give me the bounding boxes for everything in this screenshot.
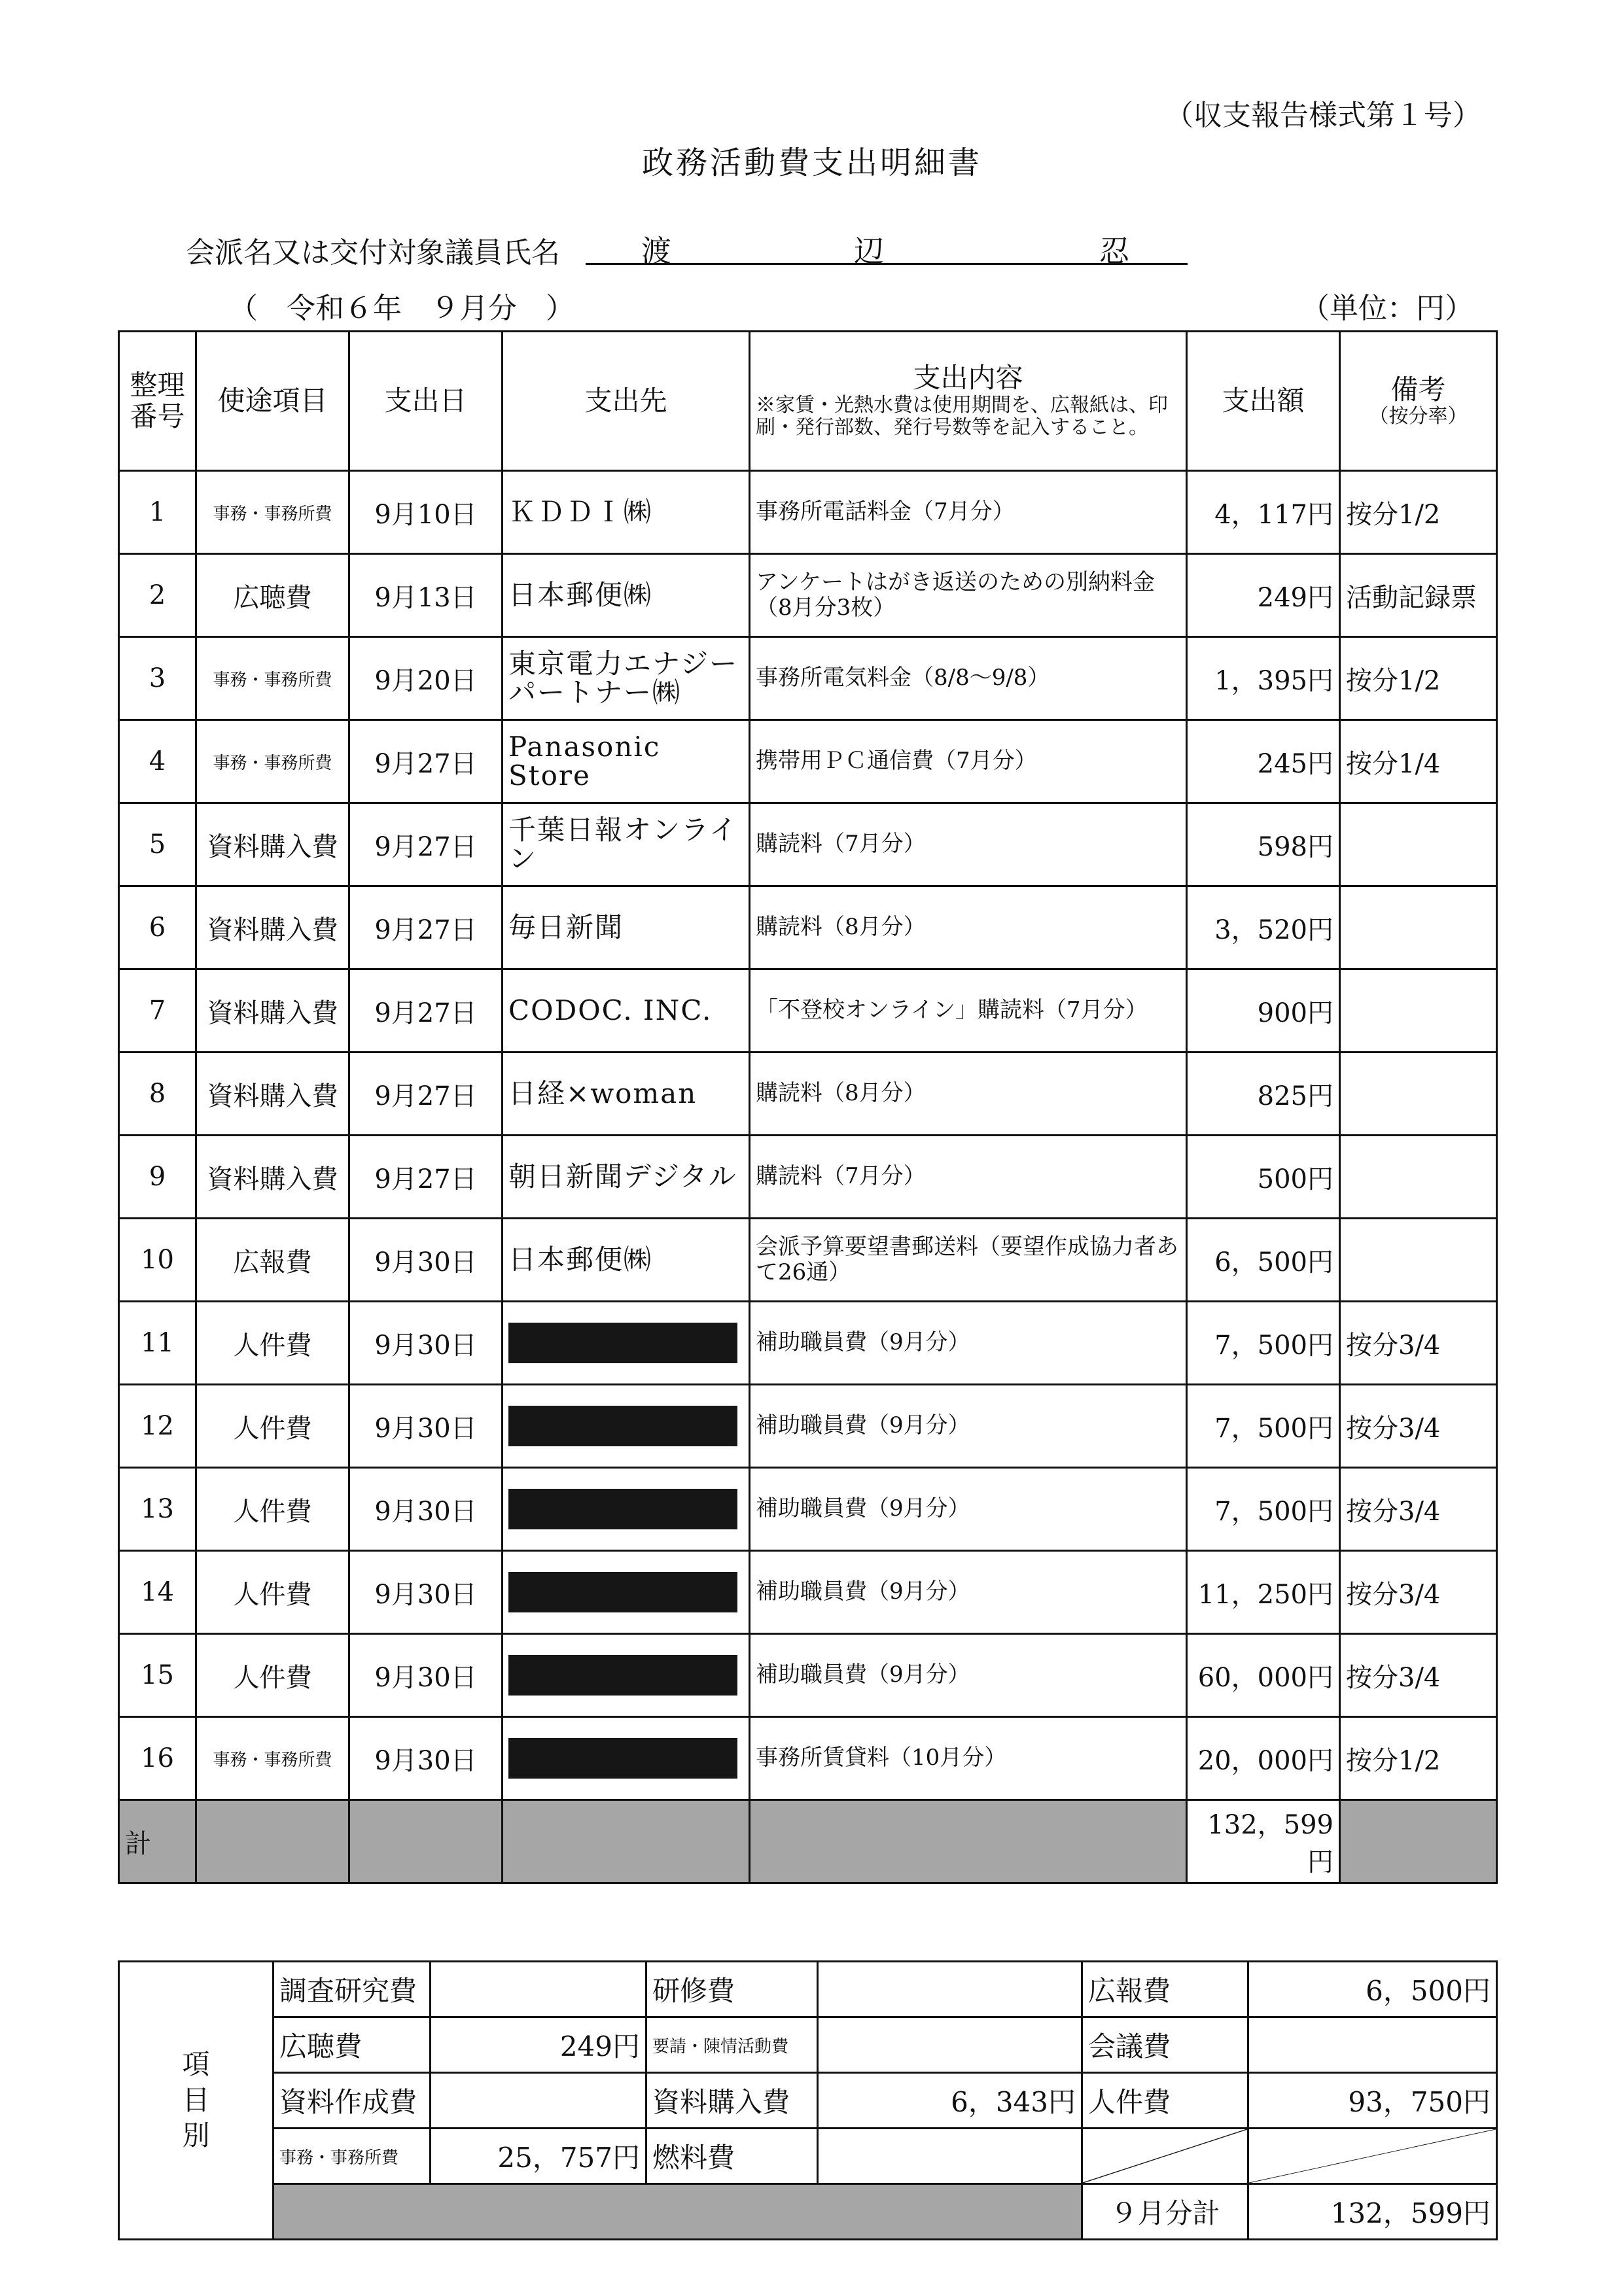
table-row: [119, 803, 1497, 886]
table-row: [119, 1136, 1497, 1219]
content: 購読料（8月分）: [750, 886, 1187, 969]
content: アンケートはがき返送のための別納料金（8月分3枚）: [750, 554, 1187, 637]
remarks: [1340, 803, 1497, 886]
date: 9月30日: [349, 1717, 503, 1800]
amount: 825円: [1187, 1052, 1340, 1136]
redaction-block: [508, 1738, 737, 1779]
content: 「不登校オンライン」購読料（7月分）: [750, 969, 1187, 1052]
amount: 598円: [1187, 803, 1340, 886]
summary-label: 研修費: [646, 1962, 818, 2017]
summary-row: [119, 2017, 1497, 2073]
summary-label: 会議費: [1082, 2017, 1248, 2073]
amount: 60，000円: [1187, 1634, 1340, 1717]
amount: 1，395円: [1187, 637, 1340, 720]
table-header: [119, 332, 1497, 471]
summary-total-row: [119, 2184, 1497, 2240]
table-row: [119, 720, 1497, 803]
vendor-redacted: [503, 1302, 750, 1385]
total-amount: 132，599円: [1187, 1800, 1340, 1883]
content: 購読料（8月分）: [750, 1052, 1187, 1136]
header-category: 使途項目: [196, 332, 349, 471]
header-amount: 支出額: [1187, 332, 1340, 471]
amount: 7，500円: [1187, 1385, 1340, 1468]
header-remarks: 備考 （按分率）: [1340, 332, 1497, 471]
content: 携帯用ＰＣ通信費（7月分）: [750, 720, 1187, 803]
remarks: [1340, 969, 1497, 1052]
summary-value: 6，500円: [1248, 1962, 1497, 2017]
remarks: 按分3/4: [1340, 1468, 1497, 1551]
remarks: 按分3/4: [1340, 1385, 1497, 1468]
amount: 6，500円: [1187, 1219, 1340, 1302]
row-no: 11: [119, 1302, 196, 1385]
row-no: 3: [119, 637, 196, 720]
header-date: 支出日: [349, 332, 503, 471]
remarks: [1340, 1052, 1497, 1136]
vendor: 東京電力エナジーパートナー㈱: [503, 637, 750, 720]
category: 人件費: [196, 1634, 349, 1717]
category: 資料購入費: [196, 803, 349, 886]
redaction-block: [508, 1572, 737, 1612]
category: 資料購入費: [196, 1136, 349, 1219]
category: 資料購入費: [196, 1052, 349, 1136]
date: 9月27日: [349, 803, 503, 886]
table-row: [119, 554, 1497, 637]
content: 購読料（7月分）: [750, 803, 1187, 886]
table-row: [119, 1302, 1497, 1385]
summary-value: [818, 2129, 1082, 2184]
expense-table: [118, 330, 1498, 1884]
remarks: 按分3/4: [1340, 1302, 1497, 1385]
date: 9月30日: [349, 1634, 503, 1717]
vendor: 千葉日報オンライン: [503, 803, 750, 886]
vendor-redacted: [503, 1634, 750, 1717]
summary-label: 広報費: [1082, 1962, 1248, 2017]
summary-value: 25，757円: [431, 2129, 646, 2184]
table-row: [119, 637, 1497, 720]
vendor: 朝日新聞デジタル: [503, 1136, 750, 1219]
category: 事務・事務所費: [196, 720, 349, 803]
table-row: [119, 1219, 1497, 1302]
category: 人件費: [196, 1551, 349, 1634]
date: 9月27日: [349, 886, 503, 969]
amount: 249円: [1187, 554, 1340, 637]
row-no: 15: [119, 1634, 196, 1717]
remarks: [1340, 1136, 1497, 1219]
unit-label: （単位：円）: [1301, 292, 1474, 325]
category: 人件費: [196, 1385, 349, 1468]
category: 事務・事務所費: [196, 637, 349, 720]
table-row: [119, 886, 1497, 969]
category: 資料購入費: [196, 969, 349, 1052]
summary-label: 広聴費: [274, 2017, 431, 2073]
summary-row: [119, 2073, 1497, 2129]
category: 広報費: [196, 1219, 349, 1302]
content: 補助職員費（9月分）: [750, 1634, 1187, 1717]
amount: 20，000円: [1187, 1717, 1340, 1800]
summary-label: 事務・事務所費: [274, 2129, 431, 2184]
row-no: 6: [119, 886, 196, 969]
member-name-part: 渡: [641, 234, 671, 269]
date: 9月27日: [349, 720, 503, 803]
vendor: Panasonic Store: [503, 720, 750, 803]
category: 事務・事務所費: [196, 1717, 349, 1800]
summary-label: 要請・陳情活動費: [646, 2017, 818, 2073]
date: 9月30日: [349, 1385, 503, 1468]
row-no: 10: [119, 1219, 196, 1302]
row-no: 14: [119, 1551, 196, 1634]
row-no: 2: [119, 554, 196, 637]
remarks: [1340, 1219, 1497, 1302]
table-row: [119, 1717, 1497, 1800]
content: 事務所電気料金（8/8～9/8）: [750, 637, 1187, 720]
amount: 4，117円: [1187, 471, 1340, 554]
category: 広聴費: [196, 554, 349, 637]
amount: 7，500円: [1187, 1468, 1340, 1551]
date: 9月13日: [349, 554, 503, 637]
date: 9月27日: [349, 969, 503, 1052]
summary-empty-cell: [1082, 2129, 1248, 2184]
table-row: [119, 969, 1497, 1052]
amount: 900円: [1187, 969, 1340, 1052]
remarks: 按分3/4: [1340, 1634, 1497, 1717]
row-no: 1: [119, 471, 196, 554]
summary-value: [431, 2073, 646, 2129]
total-label: 計: [119, 1800, 196, 1883]
amount: 500円: [1187, 1136, 1340, 1219]
vendor-redacted: [503, 1551, 750, 1634]
summary-side-label: 項 目 別: [119, 1962, 274, 2240]
header-vendor: 支出先: [503, 332, 750, 471]
remarks: 活動記録票: [1340, 554, 1497, 637]
member-name-part: 忍: [1099, 234, 1129, 269]
vendor: ＫＤＤＩ㈱: [503, 471, 750, 554]
vendor: 日本郵便㈱: [503, 1219, 750, 1302]
summary-value: [818, 2017, 1082, 2073]
table-row: [119, 1551, 1497, 1634]
summary-total-value: 132，599円: [1248, 2184, 1497, 2240]
summary-label: 資料購入費: [646, 2073, 818, 2129]
summary-value: 6，343円: [818, 2073, 1082, 2129]
table-row: [119, 1385, 1497, 1468]
vendor-redacted: [503, 1717, 750, 1800]
remarks: 按分1/2: [1340, 637, 1497, 720]
summary-value: [431, 1962, 646, 2017]
summary-label: 資料作成費: [274, 2073, 431, 2129]
remarks: 按分1/2: [1340, 471, 1497, 554]
redaction-block: [508, 1323, 737, 1363]
summary-label: 調査研究費: [274, 1962, 431, 2017]
date: 9月30日: [349, 1219, 503, 1302]
total-row: [119, 1800, 1497, 1883]
amount: 11，250円: [1187, 1551, 1340, 1634]
category: 資料購入費: [196, 886, 349, 969]
table-row: [119, 1634, 1497, 1717]
content: 事務所賃貸料（10月分）: [750, 1717, 1187, 1800]
header-no: 整理 番号: [119, 332, 196, 471]
form-number: （収支報告様式第１号）: [1165, 99, 1481, 132]
category-summary-table: [118, 1960, 1498, 2240]
summary-value: 249円: [431, 2017, 646, 2073]
vendor-redacted: [503, 1468, 750, 1551]
date: 9月30日: [349, 1468, 503, 1551]
member-name-part: 辺: [854, 234, 884, 269]
category: 人件費: [196, 1468, 349, 1551]
vendor: CODOC. INC.: [503, 969, 750, 1052]
summary-value: [818, 1962, 1082, 2017]
content: 補助職員費（9月分）: [750, 1468, 1187, 1551]
amount: 7，500円: [1187, 1302, 1340, 1385]
content: 補助職員費（9月分）: [750, 1302, 1187, 1385]
page-title: 政務活動費支出明細書: [641, 145, 982, 181]
table-row: [119, 471, 1497, 554]
summary-row: [119, 1962, 1497, 2017]
content: 購読料（7月分）: [750, 1136, 1187, 1219]
date: 9月30日: [349, 1551, 503, 1634]
date: 9月27日: [349, 1136, 503, 1219]
category: 人件費: [196, 1302, 349, 1385]
name-label: 会派名又は交付対象議員氏名: [186, 236, 560, 270]
remarks: 按分1/2: [1340, 1717, 1497, 1800]
summary-label: 人件費: [1082, 2073, 1248, 2129]
summary-empty-cell: [1248, 2129, 1497, 2184]
header-content: 支出内容 ※家賃・光熱水費は使用期間を、広報紙は、印刷・発行部数、発行号数等を記入すること。: [750, 332, 1187, 471]
redaction-block: [508, 1655, 737, 1696]
table-row: [119, 1468, 1497, 1551]
content: 補助職員費（9月分）: [750, 1551, 1187, 1634]
row-no: 8: [119, 1052, 196, 1136]
date: 9月20日: [349, 637, 503, 720]
row-no: 13: [119, 1468, 196, 1551]
summary-row: [119, 2129, 1497, 2184]
category: 事務・事務所費: [196, 471, 349, 554]
remarks: 按分1/4: [1340, 720, 1497, 803]
summary-value: 93，750円: [1248, 2073, 1497, 2129]
amount: 3，520円: [1187, 886, 1340, 969]
content: 事務所電話料金（7月分）: [750, 471, 1187, 554]
redaction-block: [508, 1489, 737, 1529]
row-no: 9: [119, 1136, 196, 1219]
summary-value: [1248, 2017, 1497, 2073]
report-period: （ 令和６年 ９月分 ）: [229, 292, 574, 325]
vendor: 日経×woman: [503, 1052, 750, 1136]
remarks: [1340, 886, 1497, 969]
vendor: 毎日新聞: [503, 886, 750, 969]
vendor: 日本郵便㈱: [503, 554, 750, 637]
redaction-block: [508, 1406, 737, 1446]
table-row: [119, 1052, 1497, 1136]
summary-total-label: ９月分計: [1082, 2184, 1248, 2240]
vendor-redacted: [503, 1385, 750, 1468]
date: 9月30日: [349, 1302, 503, 1385]
row-no: 16: [119, 1717, 196, 1800]
remarks: 按分3/4: [1340, 1551, 1497, 1634]
summary-label: 燃料費: [646, 2129, 818, 2184]
row-no: 12: [119, 1385, 196, 1468]
row-no: 4: [119, 720, 196, 803]
date: 9月27日: [349, 1052, 503, 1136]
content: 会派予算要望書郵送料（要望作成協力者あて26通）: [750, 1219, 1187, 1302]
content: 補助職員費（9月分）: [750, 1385, 1187, 1468]
amount: 245円: [1187, 720, 1340, 803]
date: 9月10日: [349, 471, 503, 554]
row-no: 7: [119, 969, 196, 1052]
row-no: 5: [119, 803, 196, 886]
name-underline: [586, 263, 1188, 265]
